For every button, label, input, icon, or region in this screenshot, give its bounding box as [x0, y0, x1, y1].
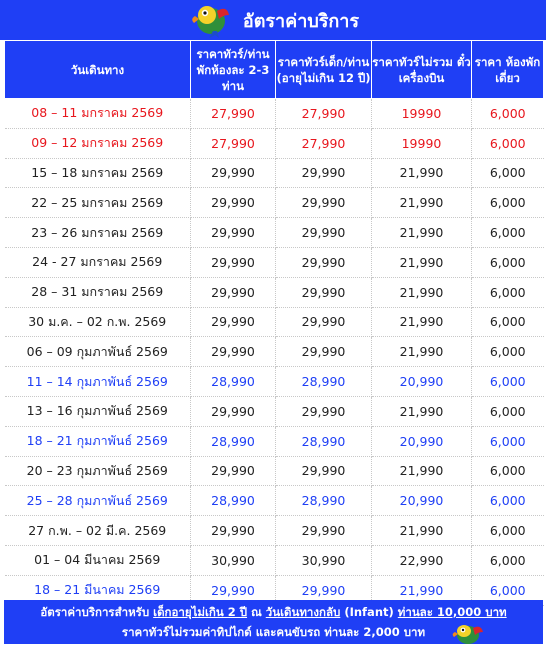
cell-adult-price: 29,990 — [191, 158, 276, 188]
cell-no-ticket-price: 19990 — [372, 128, 472, 158]
cell-adult-price: 29,990 — [191, 218, 276, 248]
footer-line-tip: ราคาทัวร์ไม่รวมค่าทิปไกด์ และคนขับรถ ท่านละ 2,000 บาท — [121, 625, 426, 639]
cell-adult-price: 29,990 — [191, 337, 276, 367]
cell-child-price: 29,990 — [276, 188, 372, 218]
cell-date: 08 – 11 มกราคม 2569 — [5, 99, 191, 129]
cell-date: 25 – 28 กุมภาพันธ์ 2569 — [5, 486, 191, 516]
cell-single-room: 6,000 — [472, 99, 544, 129]
table-header-row — [5, 41, 544, 99]
table-row — [5, 486, 544, 516]
cell-child-price: 28,990 — [276, 486, 372, 516]
footer-text-infant-label: (Infant) — [344, 605, 394, 619]
cell-single-room: 6,000 — [472, 218, 544, 248]
cell-date: 23 – 26 มกราคม 2569 — [5, 218, 191, 248]
footer-line-infant — [4, 602, 543, 622]
cell-no-ticket-price: 21,990 — [372, 456, 472, 486]
table-row — [5, 218, 544, 248]
cell-no-ticket-price: 21,990 — [372, 277, 472, 307]
table-row — [5, 367, 544, 397]
cell-adult-price: 28,990 — [191, 426, 276, 456]
table-row — [5, 307, 544, 337]
cell-single-room: 6,000 — [472, 307, 544, 337]
cell-child-price: 29,990 — [276, 247, 372, 277]
cell-no-ticket-price: 21,990 — [372, 337, 472, 367]
cell-no-ticket-price: 21,990 — [372, 188, 472, 218]
cell-date: 22 – 25 มกราคม 2569 — [5, 188, 191, 218]
cell-child-price: 29,990 — [276, 396, 372, 426]
cell-single-room: 6,000 — [472, 456, 544, 486]
cell-no-ticket-price: 20,990 — [372, 367, 472, 397]
cell-date: 20 – 23 กุมภาพันธ์ 2569 — [5, 456, 191, 486]
cell-no-ticket-price: 22,990 — [372, 545, 472, 575]
cell-date: 06 – 09 กุมภาพันธ์ 2569 — [5, 337, 191, 367]
footer-text-infant-age: เด็กอายุไม่เกิน 2 ปี — [153, 605, 248, 619]
parrot-icon — [187, 1, 233, 39]
cell-single-room: 6,000 — [472, 247, 544, 277]
cell-child-price: 30,990 — [276, 545, 372, 575]
footer-text-return-date: วันเดินทางกลับ — [265, 605, 341, 619]
cell-date: 01 – 04 มีนาคม 2569 — [5, 545, 191, 575]
column-header-child-price: ราคาทัวร์เด็ก/ท่าน (อายุไม่เกิน 12 ปี) — [276, 41, 372, 99]
cell-no-ticket-price: 21,990 — [372, 247, 472, 277]
cell-single-room: 6,000 — [472, 396, 544, 426]
table-row — [5, 426, 544, 456]
cell-no-ticket-price: 20,990 — [372, 486, 472, 516]
cell-adult-price: 29,990 — [191, 188, 276, 218]
cell-adult-price: 27,990 — [191, 99, 276, 129]
cell-child-price: 29,990 — [276, 277, 372, 307]
cell-adult-price: 29,990 — [191, 396, 276, 426]
cell-date: 09 – 12 มกราคม 2569 — [5, 128, 191, 158]
cell-no-ticket-price: 21,990 — [372, 396, 472, 426]
cell-adult-price: 29,990 — [191, 247, 276, 277]
table-row — [5, 396, 544, 426]
cell-single-room: 6,000 — [472, 516, 544, 546]
cell-no-ticket-price: 21,990 — [372, 575, 472, 605]
cell-child-price: 29,990 — [276, 337, 372, 367]
cell-adult-price: 29,990 — [191, 277, 276, 307]
cell-no-ticket-price: 21,990 — [372, 218, 472, 248]
cell-no-ticket-price: 21,990 — [372, 307, 472, 337]
cell-adult-price: 29,990 — [191, 516, 276, 546]
table-body — [5, 99, 544, 606]
cell-child-price: 29,990 — [276, 158, 372, 188]
cell-child-price: 29,990 — [276, 307, 372, 337]
cell-date: 13 – 16 กุมภาพันธ์ 2569 — [5, 396, 191, 426]
cell-date: 24 - 27 มกราคม 2569 — [5, 247, 191, 277]
cell-adult-price: 29,990 — [191, 456, 276, 486]
table-row — [5, 456, 544, 486]
cell-date: 11 – 14 กุมภาพันธ์ 2569 — [5, 367, 191, 397]
cell-date: 27 ก.พ. – 02 มี.ค. 2569 — [5, 516, 191, 546]
cell-date: 28 – 31 มกราคม 2569 — [5, 277, 191, 307]
cell-no-ticket-price: 21,990 — [372, 158, 472, 188]
cell-date: 15 – 18 มกราคม 2569 — [5, 158, 191, 188]
table-row — [5, 128, 544, 158]
column-header-date: วันเดินทาง — [5, 41, 191, 99]
cell-child-price: 29,990 — [276, 575, 372, 605]
cell-child-price: 27,990 — [276, 99, 372, 129]
cell-no-ticket-price: 20,990 — [372, 426, 472, 456]
title-bar — [0, 0, 546, 40]
table-row — [5, 277, 544, 307]
table-row — [5, 337, 544, 367]
cell-adult-price: 28,990 — [191, 367, 276, 397]
table-row — [5, 188, 544, 218]
cell-single-room: 6,000 — [472, 188, 544, 218]
cell-single-room: 6,000 — [472, 158, 544, 188]
cell-adult-price: 29,990 — [191, 307, 276, 337]
cell-child-price: 28,990 — [276, 367, 372, 397]
cell-date: 30 ม.ค. – 02 ก.พ. 2569 — [5, 307, 191, 337]
table-row — [5, 99, 544, 129]
cell-no-ticket-price: 21,990 — [372, 516, 472, 546]
cell-single-room: 6,000 — [472, 575, 544, 605]
cell-adult-price: 29,990 — [191, 575, 276, 605]
cell-no-ticket-price: 19990 — [372, 99, 472, 129]
cell-single-room: 6,000 — [472, 277, 544, 307]
cell-adult-price: 27,990 — [191, 128, 276, 158]
cell-single-room: 6,000 — [472, 545, 544, 575]
cell-child-price: 29,990 — [276, 456, 372, 486]
footer-note — [4, 600, 543, 644]
cell-date: 18 – 21 มีนาคม 2569 — [5, 575, 191, 605]
table-row — [5, 516, 544, 546]
column-header-no-ticket-price: ราคาทัวร์ไม่รวม ตั๋วเครื่องบิน — [372, 41, 472, 99]
parrot-icon — [449, 622, 485, 646]
footer-text-infant-intro: อัตราค่าบริการสำหรับ — [40, 605, 150, 619]
cell-child-price: 29,990 — [276, 218, 372, 248]
cell-single-room: 6,000 — [472, 367, 544, 397]
table-row — [5, 158, 544, 188]
rates-table — [4, 40, 544, 606]
column-header-single-room: ราคา ห้องพักเดี่ยว — [472, 41, 544, 99]
cell-adult-price: 30,990 — [191, 545, 276, 575]
cell-single-room: 6,000 — [472, 337, 544, 367]
table-row — [5, 247, 544, 277]
table-row — [5, 545, 544, 575]
cell-child-price: 27,990 — [276, 128, 372, 158]
cell-single-room: 6,000 — [472, 486, 544, 516]
cell-single-room: 6,000 — [472, 426, 544, 456]
footer-text-infant-price: ท่านละ 10,000 บาท — [397, 605, 507, 619]
cell-single-room: 6,000 — [472, 128, 544, 158]
cell-child-price: 29,990 — [276, 516, 372, 546]
cell-date: 18 – 21 กุมภาพันธ์ 2569 — [5, 426, 191, 456]
footer-text-at: ณ — [251, 605, 262, 619]
cell-adult-price: 28,990 — [191, 486, 276, 516]
page-title: อัตราค่าบริการ — [242, 10, 360, 32]
column-header-adult-price: ราคาทัวร์/ท่าน พักห้องละ 2-3 ท่าน — [191, 41, 276, 99]
cell-child-price: 28,990 — [276, 426, 372, 456]
